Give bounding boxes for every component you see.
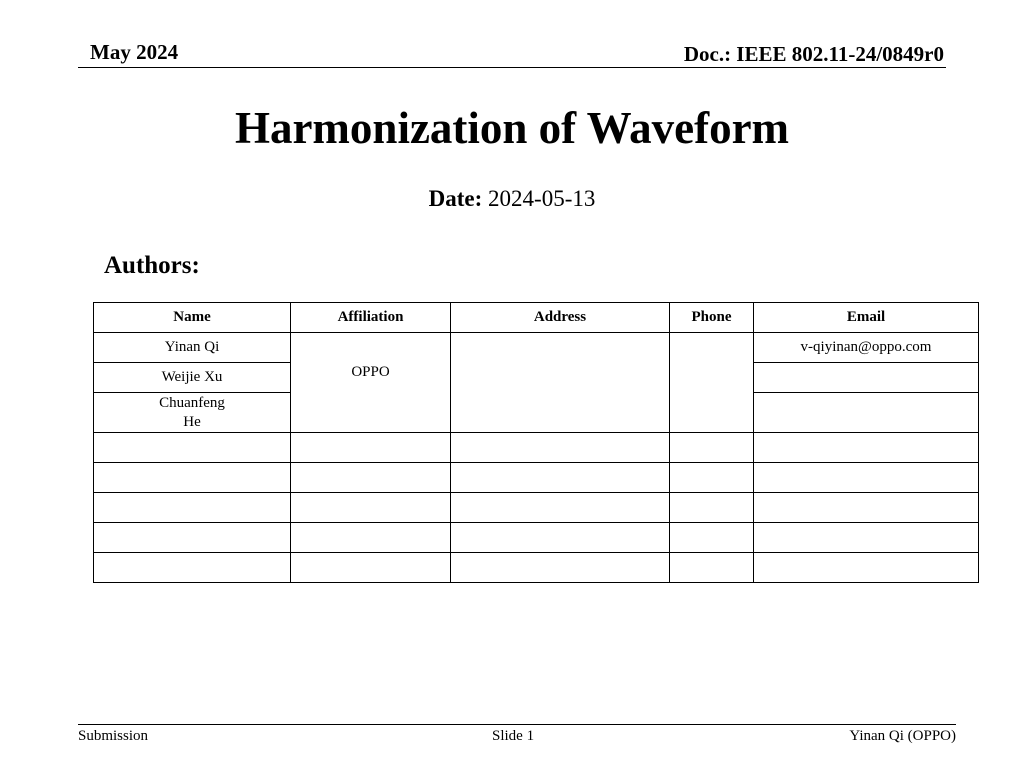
- author-name-cell: Yinan Qi: [94, 333, 291, 363]
- column-header-address: Address: [451, 303, 670, 333]
- column-header-email: Email: [754, 303, 979, 333]
- header-doc-id: Doc.: IEEE 802.11-24/0849r0: [683, 42, 944, 66]
- date-line: [0, 186, 1024, 212]
- author-email-cell: v-qiyinan@oppo.com: [754, 333, 979, 363]
- author-email-cell: [754, 393, 979, 433]
- table-row-empty: [94, 463, 979, 493]
- header-divider: [78, 67, 946, 68]
- table-row-empty: [94, 493, 979, 523]
- table-header-row: [94, 303, 979, 333]
- table-row-empty: [94, 523, 979, 553]
- authors-table: [93, 302, 979, 583]
- author-name-line: He: [183, 413, 201, 430]
- header-date: May 2024: [90, 40, 179, 64]
- authors-heading: Authors:: [104, 252, 200, 279]
- author-name-cell: [94, 393, 291, 433]
- author-name-line: Chuanfeng: [159, 394, 225, 411]
- table-row-empty: [94, 553, 979, 583]
- phone-cell: [670, 333, 754, 433]
- column-header-affiliation: Affiliation: [291, 303, 451, 333]
- footer-author: Yinan Qi (OPPO): [849, 728, 956, 744]
- date-label: Date:: [428, 186, 483, 211]
- address-cell: [451, 333, 670, 433]
- author-email-cell: [754, 363, 979, 393]
- footer-submission: Submission: [78, 728, 149, 744]
- slide-title: Harmonization of Waveform: [234, 103, 790, 153]
- date-value: 2024-05-13: [488, 186, 596, 211]
- footer-divider: [78, 724, 956, 725]
- column-header-phone: Phone: [670, 303, 754, 333]
- author-name-cell: Weijie Xu: [94, 363, 291, 393]
- table-row: [94, 333, 979, 363]
- table-row-empty: [94, 433, 979, 463]
- affiliation-cell: OPPO: [291, 333, 451, 433]
- footer-slide-number: Slide 1: [492, 728, 535, 744]
- column-header-name: Name: [94, 303, 291, 333]
